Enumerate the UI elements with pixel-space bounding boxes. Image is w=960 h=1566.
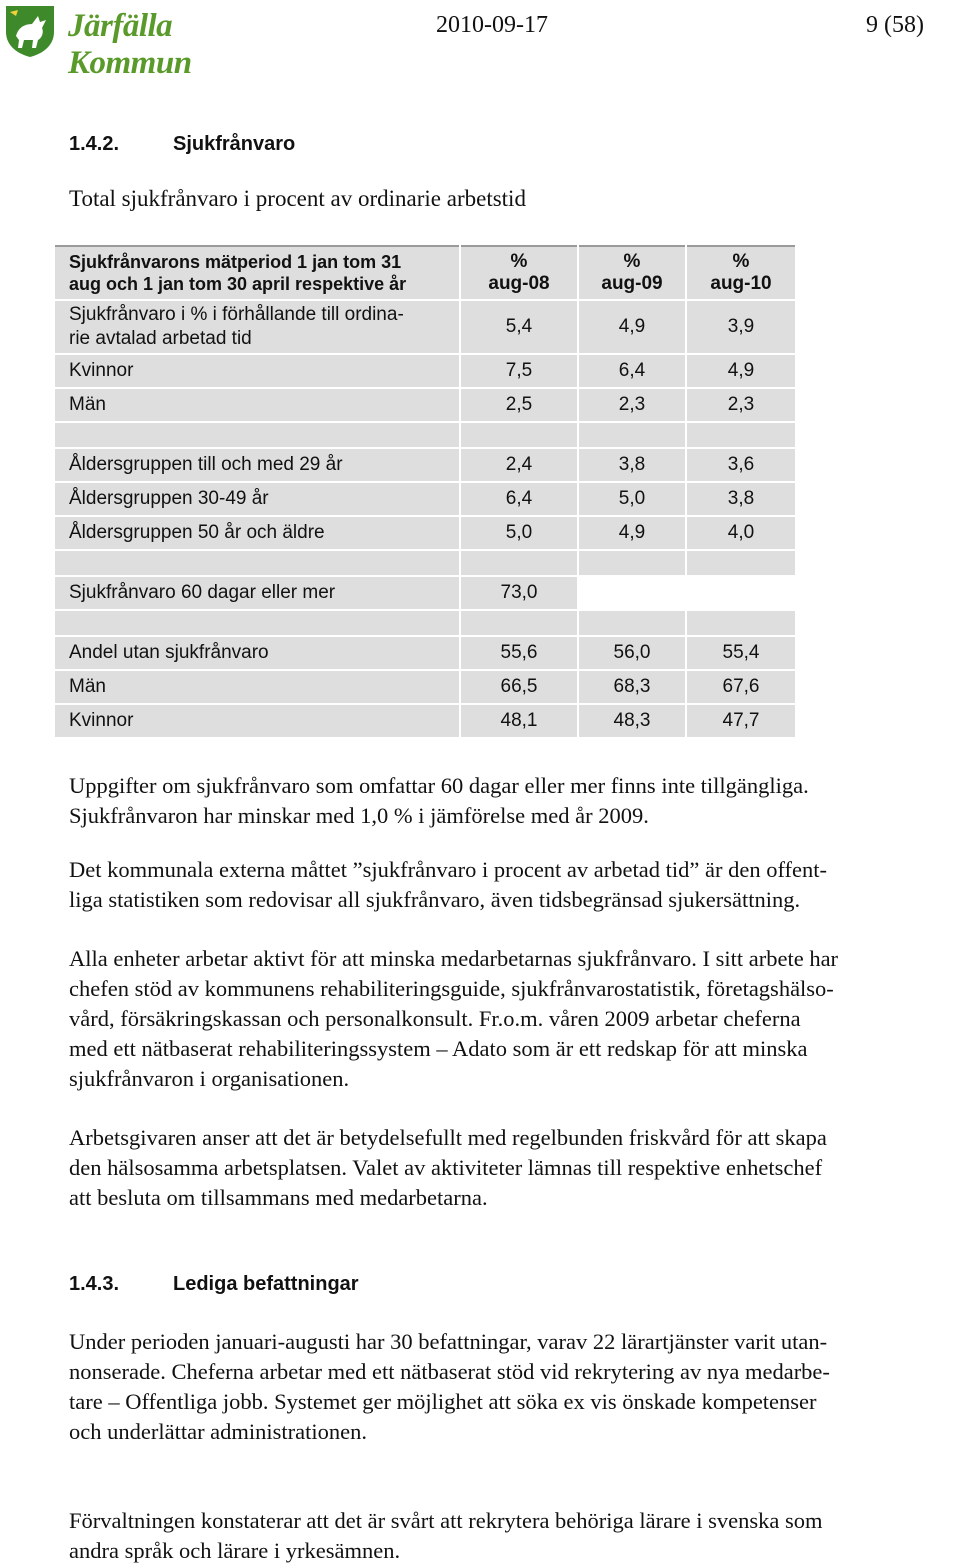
table-row	[55, 704, 795, 738]
row-label: Åldersgruppen 50 år och äldre	[55, 516, 460, 550]
text-line: liga statistiken som redovisar all sjukfrånvaro, även tidsbegränsad sjukersättning.	[69, 887, 801, 912]
paragraph	[69, 1506, 957, 1566]
text-line: och underlättar administrationen.	[69, 1419, 368, 1444]
cell-value: 48,1	[460, 704, 578, 738]
table-row	[55, 576, 795, 610]
cell-value: 3,6	[686, 448, 795, 482]
row-label-line: rie avtalad arbetad tid	[69, 328, 252, 349]
row-label: Män	[55, 388, 460, 422]
text-line: Arbetsgivaren anser att det är betydelsefullt med regelbunden friskvård för att skapa	[69, 1125, 827, 1150]
cell-value: 2,3	[578, 388, 686, 422]
table-row	[55, 636, 795, 670]
paragraph	[69, 855, 957, 915]
page-header	[0, 0, 960, 81]
table-row	[55, 388, 795, 422]
coat-of-arms-icon	[2, 2, 58, 58]
sick-leave-table	[55, 245, 795, 739]
column-period: aug-10	[710, 273, 772, 294]
text-line: nonserade. Cheferna arbetar med ett nätbaserat stöd vid rekrytering av nya medarbe-	[69, 1359, 830, 1384]
column-period: aug-08	[488, 273, 550, 294]
text-line: den hälsosamma arbetsplatsen. Valet av aktiviteter lämnas till respektive enhetschef	[69, 1155, 823, 1180]
row-label: Män	[55, 670, 460, 704]
cell-value: 67,6	[686, 670, 795, 704]
document-date: 2010-09-17	[436, 12, 548, 38]
text-line: Sjukfrånvaron har minskar med 1,0 % i jämförelse med år 2009.	[69, 803, 649, 828]
table-row	[55, 448, 795, 482]
cell-value: 2,3	[686, 388, 795, 422]
text-line: Uppgifter om sjukfrånvaro som omfattar 60 dagar eller mer finns inte tillgängliga.	[69, 773, 809, 798]
text-line: Under perioden januari-augusti har 30 befattningar, varav 22 lärartjänster varit utan-	[69, 1329, 828, 1354]
text-line: chefen stöd av kommunens rehabiliteringsguide, sjukfrånvarostatistik, företagshälso-	[69, 976, 834, 1001]
cell-value: 55,6	[460, 636, 578, 670]
cell-value: 3,8	[686, 482, 795, 516]
table-caption: Total sjukfrånvaro i procent av ordinarie arbetstid	[69, 186, 526, 211]
text-line: Alla enheter arbetar aktivt för att minska medarbetarnas sjukfrånvaro. I sitt arbete har	[69, 946, 839, 971]
cell-value: 6,4	[460, 482, 578, 516]
cell-value: 2,5	[460, 388, 578, 422]
cell-value: 4,9	[578, 300, 686, 354]
cell-value: 48,3	[578, 704, 686, 738]
table-row	[55, 354, 795, 388]
row-label-line: Sjukfrånvaro i % i förhållande till ordina-	[69, 304, 404, 325]
text-line: Det kommunala externa måttet ”sjukfrånvaro i procent av arbetad tid” är den offent-	[69, 857, 828, 882]
section-number: 1.4.3.	[69, 1273, 120, 1295]
spacer-row	[55, 610, 795, 636]
column-period: aug-09	[601, 273, 663, 294]
text-line: att besluta om tillsammans med medarbetarna.	[69, 1185, 488, 1210]
cell-value: 66,5	[460, 670, 578, 704]
municipality-logo	[2, 2, 292, 81]
cell-value: 55,4	[686, 636, 795, 670]
row-label: Kvinnor	[55, 354, 460, 388]
table-row	[55, 300, 795, 354]
paragraph	[69, 944, 957, 1094]
paragraph	[69, 771, 957, 831]
column-unit: %	[623, 251, 641, 272]
cell-value: 2,4	[460, 448, 578, 482]
cell-value: 7,5	[460, 354, 578, 388]
cell-value: 6,4	[578, 354, 686, 388]
header-label-line: Sjukfrånvarons mätperiod 1 jan tom 31	[69, 252, 402, 272]
table-row	[55, 482, 795, 516]
text-line: andra språk och lärare i yrkesämnen.	[69, 1538, 401, 1563]
table-row	[55, 516, 795, 550]
row-label: Andel utan sjukfrånvaro	[55, 636, 460, 670]
cell-value: 3,8	[578, 448, 686, 482]
logo-text: Järfälla Kommun	[68, 8, 192, 81]
cell-value: 4,0	[686, 516, 795, 550]
column-header	[578, 246, 686, 300]
section-number: 1.4.2.	[69, 133, 120, 155]
row-label	[55, 300, 460, 354]
cell-value: 4,9	[686, 354, 795, 388]
row-label: Åldersgruppen 30-49 år	[55, 482, 460, 516]
cell-value: 47,7	[686, 704, 795, 738]
cell-value: 4,9	[578, 516, 686, 550]
section-title: Sjukfrånvaro	[173, 133, 296, 155]
row-label: Åldersgruppen till och med 29 år	[55, 448, 460, 482]
text-line: med ett nätbaserat rehabiliteringssystem – Adato som är ett redskap för att minska	[69, 1036, 808, 1061]
cell-value: 5,4	[460, 300, 578, 354]
section-title: Lediga befattningar	[173, 1273, 359, 1295]
cell-value: 5,0	[460, 516, 578, 550]
text-line: tare – Offentliga jobb. Systemet ger möjlighet att söka ex vis önskade kompetenser	[69, 1389, 817, 1414]
table-row	[55, 670, 795, 704]
cell-value	[578, 576, 686, 610]
cell-value	[686, 576, 795, 610]
text-line: vård, försäkringskassan och personalkonsult. Fr.o.m. våren 2009 arbetar cheferna	[69, 1006, 801, 1031]
row-label: Sjukfrånvaro 60 dagar eller mer	[55, 576, 460, 610]
header-label-line: aug och 1 jan tom 30 april respektive år	[69, 274, 407, 294]
column-unit: %	[732, 251, 750, 272]
paragraph	[69, 1123, 957, 1213]
cell-value: 56,0	[578, 636, 686, 670]
table-header-row	[55, 246, 795, 300]
spacer-row	[55, 422, 795, 448]
cell-value: 68,3	[578, 670, 686, 704]
paragraph	[69, 1327, 957, 1447]
row-label: Kvinnor	[55, 704, 460, 738]
cell-value: 5,0	[578, 482, 686, 516]
cell-value: 73,0	[460, 576, 578, 610]
column-header	[460, 246, 578, 300]
text-line: sjukfrånvaron i organisationen.	[69, 1066, 350, 1091]
text-line: Förvaltningen konstaterar att det är svårt att rekrytera behöriga lärare i svenska som	[69, 1508, 823, 1533]
header-label	[55, 246, 460, 300]
cell-value: 3,9	[686, 300, 795, 354]
spacer-row	[55, 550, 795, 576]
column-header	[686, 246, 795, 300]
page-number: 9 (58)	[866, 12, 924, 38]
column-unit: %	[510, 251, 528, 272]
